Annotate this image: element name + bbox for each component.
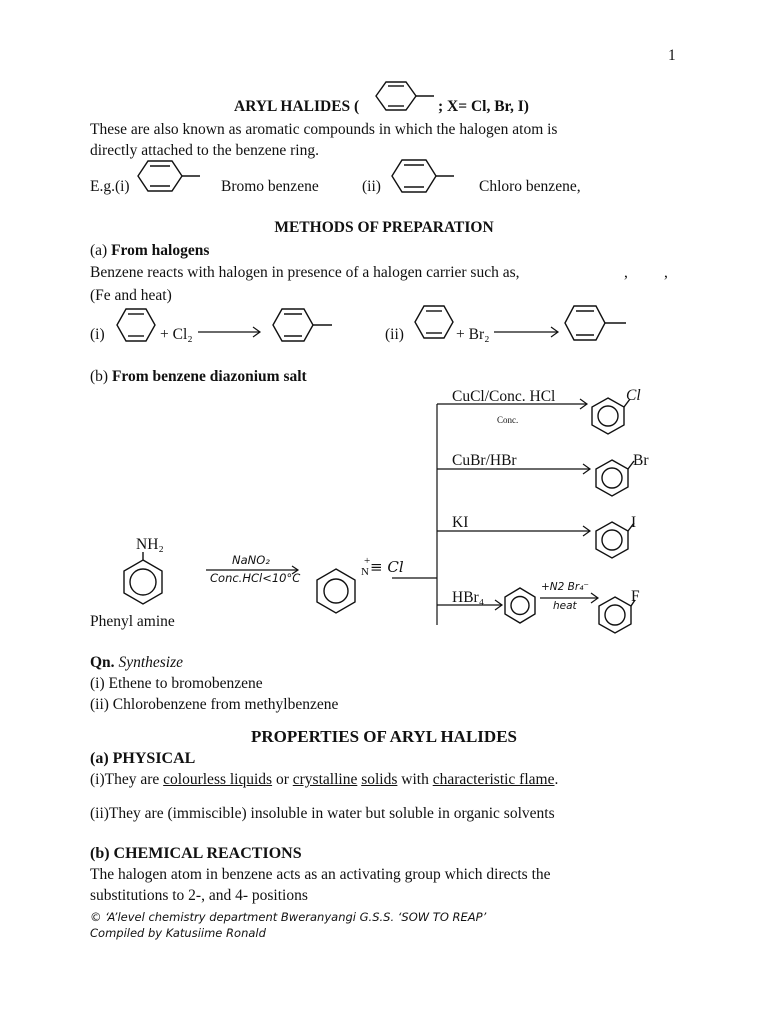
nh2-group: NH₂ <box>136 536 164 553</box>
question-heading <box>90 653 183 673</box>
properties-heading: PROPERTIES OF ARYL HALIDES <box>251 727 517 746</box>
method-a-text-1: Benzene reacts with halogen in presence of a halogen carrier such as, <box>90 264 520 281</box>
question-item-2: (ii) Chlorobenzene from methylbenzene <box>90 696 339 713</box>
method-b-label: (b) <box>90 368 112 385</box>
diazonium-plus: + <box>364 555 371 567</box>
chemical-text-1: The halogen atom in benzene acts as an activating group which directs the <box>90 866 551 883</box>
phenyl-amine-label: Phenyl amine <box>90 613 175 630</box>
example-ii-name: Chloro benzene, <box>479 178 581 195</box>
p1-text-a: (i)They are <box>90 771 164 788</box>
equation-ii-label: (ii) <box>385 326 404 343</box>
p1-text-g: with <box>397 771 433 788</box>
branch-4-step-condition: heat <box>553 600 577 612</box>
diazonium-salt-formula: ≡ Cl <box>370 558 404 576</box>
branch-4-reagent: HBr₄ <box>452 589 485 606</box>
diazotisation-conditions: Conc.HCl<10°C <box>210 571 301 585</box>
method-a-comma-2: , <box>664 264 668 281</box>
question-item-1: (i) Ethene to bromobenzene <box>90 675 263 692</box>
page-number: 1 <box>668 47 676 64</box>
example-i-label: E.g.(i) <box>90 178 130 195</box>
branch-3-product: I <box>631 514 637 531</box>
p1-crystalline: crystalline <box>292 771 358 788</box>
example-i-name: Bromo benzene <box>221 178 319 195</box>
method-b-title: From benzene diazonium salt <box>111 368 307 385</box>
branch-2-reagent: CuBr/HBr <box>452 452 517 469</box>
equation-ii-reagent: + Br₂ <box>456 326 490 343</box>
branch-4-step-reagent: +N2 Br₄⁻ <box>541 581 589 593</box>
branch-1-product: Cl <box>626 387 641 404</box>
bromobenzene-product-ring-icon <box>592 455 638 499</box>
p1-text-i: . <box>554 771 559 788</box>
method-a-comma-1: , <box>624 264 628 281</box>
branch-2-product: Br <box>633 452 649 469</box>
diazonium-nitrogen: N <box>361 566 369 578</box>
method-a-text-2: (Fe and heat) <box>90 287 172 304</box>
p1-solids: solids <box>361 771 398 788</box>
method-a-title: From halogens <box>111 242 210 259</box>
branch-1-reagent: CuCl/Conc. HCl <box>452 388 556 405</box>
physical-property-2: (ii)They are (immiscible) insoluble in water but soluble in organic solvents <box>90 805 555 822</box>
p1-colourless-liquids: colourless liquids <box>163 771 273 788</box>
methods-heading: METHODS OF PREPARATION <box>274 219 494 236</box>
equation-i-label: (i) <box>90 326 105 343</box>
intermediate-ring-icon <box>502 585 542 625</box>
question-label: Qn. <box>90 654 119 671</box>
branch-4-product: F <box>631 588 640 605</box>
branch-1-subscript: Conc. <box>497 415 519 425</box>
footer-copyright: © ‘A’level chemistry department Bweranyangi G.S.S. ‘SOW TO REAP’ <box>90 910 487 924</box>
footer-compiler: Compiled by Katusiime Ronald <box>90 926 266 940</box>
chemical-text-2: substitutions to 2-, and 4- positions <box>90 887 308 904</box>
intro-line-1: These are also known as aromatic compounds in which the halogen atom is <box>90 121 558 138</box>
p1-text-c: or <box>272 771 293 788</box>
equation-i-reagent: + Cl₂ <box>160 326 193 343</box>
example-ii-label: (ii) <box>362 178 381 195</box>
branch-3-reagent: KI <box>452 514 469 531</box>
nitrite-reagent: NaNO₂ <box>232 553 270 567</box>
physical-heading: (a) PHYSICAL <box>90 750 196 767</box>
method-a-label: (a) <box>90 242 112 259</box>
intro-line-2: directly attached to the benzene ring. <box>90 142 319 159</box>
p1-characteristic-flame: characteristic flame <box>432 771 555 788</box>
title-suffix: ; X= Cl, Br, I) <box>438 98 529 115</box>
physical-property-1 <box>90 770 558 790</box>
title-prefix: ARYL HALIDES ( <box>234 98 360 115</box>
question-title: Synthesize <box>118 654 184 671</box>
chemical-heading: (b) CHEMICAL REACTIONS <box>90 845 302 862</box>
